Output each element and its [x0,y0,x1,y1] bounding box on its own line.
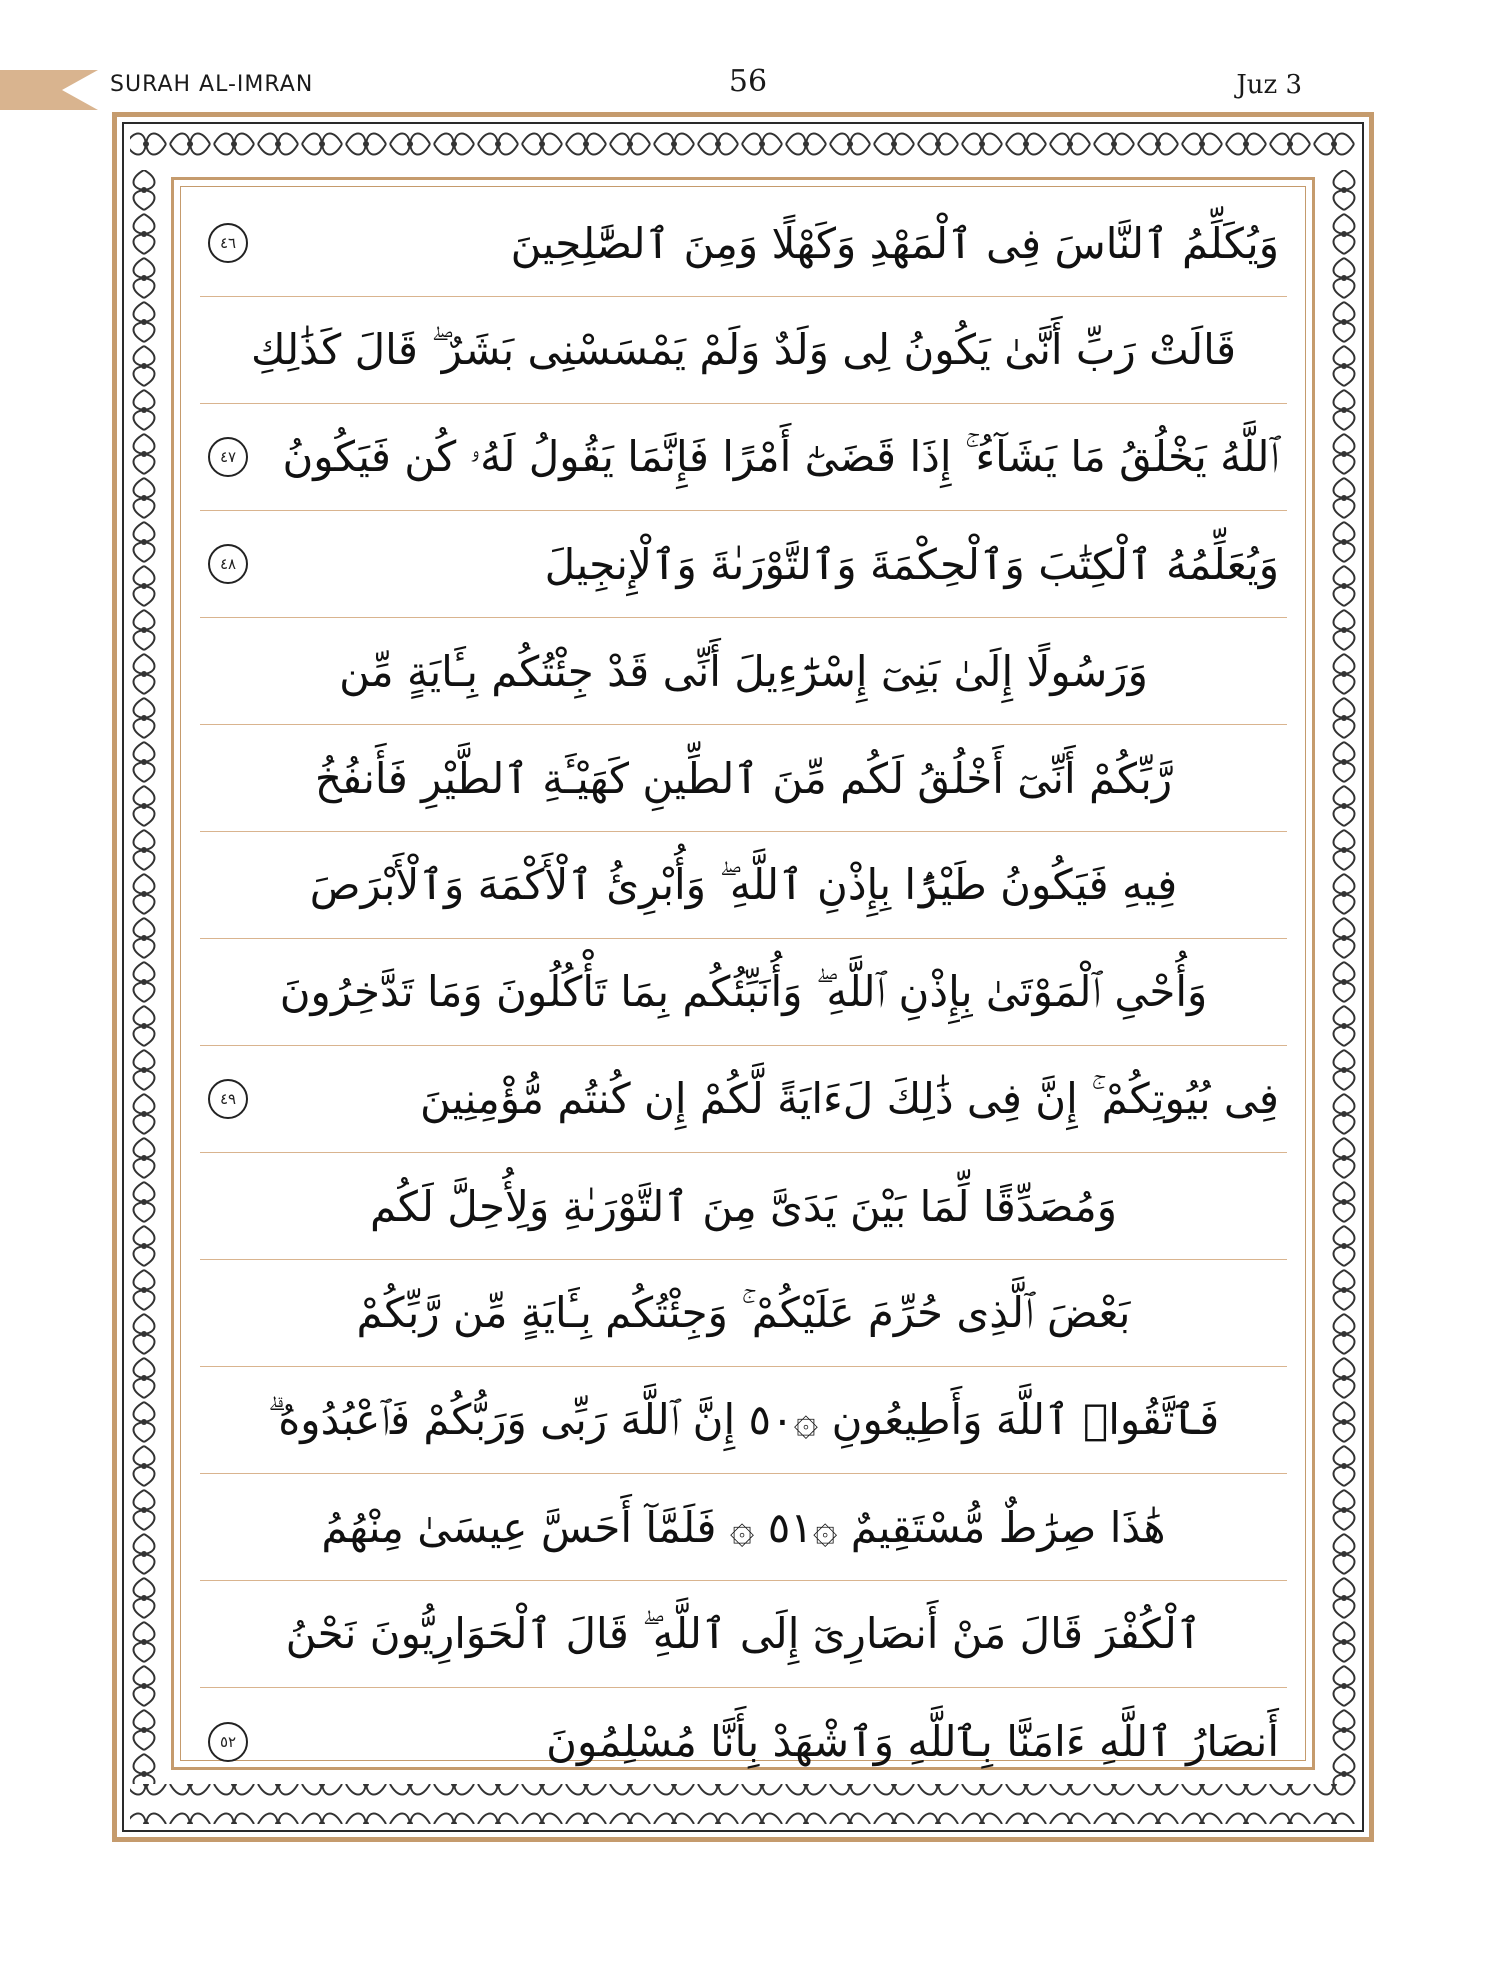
verse-line [200,1046,1287,1153]
ayah-marker: ٤٧ [208,437,248,477]
verse-text: وَمُصَدِّقًا لِّمَا بَيْنَ يَدَىَّ مِنَ ٱلتَّوْرَىٰةِ وَلِأُحِلَّ لَكُم [369,1181,1118,1231]
ayah-marker: ٤٨ [208,544,248,584]
verse-text: هَٰذَا صِرَٰطٌ مُّسْتَقِيمٌ ۞٥١ ۞ فَلَمَّآ أَحَسَّ عِيسَىٰ مِنْهُمُ [321,1502,1166,1552]
verse-line [200,939,1287,1046]
page-number: 56 [728,64,768,99]
verse-line [200,1581,1287,1688]
verse-line [200,297,1287,404]
verse-text: فَٱتَّقُوا۟ ٱللَّهَ وَأَطِيعُونِ ۞٥٠ إِنَّ ٱللَّهَ رَبِّى وَرَبُّكُمْ فَٱعْبُدُوهُ ۗ [267,1395,1220,1444]
verse-line [200,1260,1287,1367]
verse-text: ٱلْكُفْرَ قَالَ مَنْ أَنصَارِىٓ إِلَى ٱللَّهِ ۖ قَالَ ٱلْحَوَارِيُّونَ نَحْنُ [285,1609,1202,1658]
verse-line [200,618,1287,725]
ayah-marker: ٤٩ [208,1079,248,1119]
surah-title: SURAH AL-IMRAN [110,72,314,97]
verse-text: رَّبِّكُمْ أَنِّىٓ أَخْلُقُ لَكُم مِّنَ ٱلطِّينِ كَهَيْـَٔةِ ٱلطَّيْرِ فَأَنفُخُ [314,753,1173,803]
ayah-marker: ٥٢ [208,1722,248,1762]
verse-line [200,511,1287,618]
verse-text: فِيهِ فَيَكُونُ طَيْرًۢا بِإِذْنِ ٱللَّهِ ۖ وَأُبْرِئُ ٱلْأَكْمَهَ وَٱلْأَبْرَصَ [309,860,1178,909]
verse-text: فِى بُيُوتِكُمْ ۚ إِنَّ فِى ذَٰلِكَ لَءَايَةً لَّكُمْ إِن كُنتُم مُّؤْمِنِينَ [419,1074,1279,1123]
verse-line [200,1367,1287,1474]
verse-line [200,725,1287,832]
juz-label: Juz 3 [1236,70,1302,100]
verse-text: وَيُعَلِّمُهُ ٱلْكِتَٰبَ وَٱلْحِكْمَةَ وَٱلتَّوْرَىٰةَ وَٱلْإِنجِيلَ [544,539,1279,589]
verse-text: وَأُحْىِ ٱلْمَوْتَىٰ بِإِذْنِ ٱللَّهِ ۖ وَأُنَبِّئُكُم بِمَا تَأْكُلُونَ وَمَا تَدَّخِرُونَ [279,967,1208,1016]
verse-line [200,1688,1287,1795]
verse-text: قَالَتْ رَبِّ أَنَّىٰ يَكُونُ لِى وَلَدٌ وَلَمْ يَمْسَسْنِى بَشَرٌ ۖ قَالَ كَذَٰلِكِ [250,325,1237,374]
verse-text: ٱللَّهُ يَخْلُقُ مَا يَشَآءُ ۚ إِذَا قَضَىٰٓ أَمْرًا فَإِنَّمَا يَقُولُ لَهُۥ كُن فَيَكُونُ [282,432,1279,481]
verse-line [200,404,1287,511]
verse-lines [200,190,1287,1795]
verse-line [200,1474,1287,1581]
verse-text: وَيُكَلِّمُ ٱلنَّاسَ فِى ٱلْمَهْدِ وَكَهْلًا وَمِنَ ٱلصَّٰلِحِينَ [510,218,1279,268]
verse-text: بَعْضَ ٱلَّذِى حُرِّمَ عَلَيْكُمْ ۚ وَجِئْتُكُم بِـَٔايَةٍ مِّن رَّبِّكُمْ [356,1288,1131,1337]
verse-line [200,190,1287,297]
verse-line [200,832,1287,939]
verse-text: وَرَسُولًا إِلَىٰ بَنِىٓ إِسْرَٰٓءِيلَ أَنِّى قَدْ جِئْتُكُم بِـَٔايَةٍ مِّن [339,646,1148,696]
verse-text: أَنصَارُ ٱللَّهِ ءَامَنَّا بِٱللَّهِ وَٱشْهَدْ بِأَنَّا مُسْلِمُونَ [546,1717,1279,1766]
ayah-marker: ٤٦ [208,223,248,263]
verse-line [200,1153,1287,1260]
